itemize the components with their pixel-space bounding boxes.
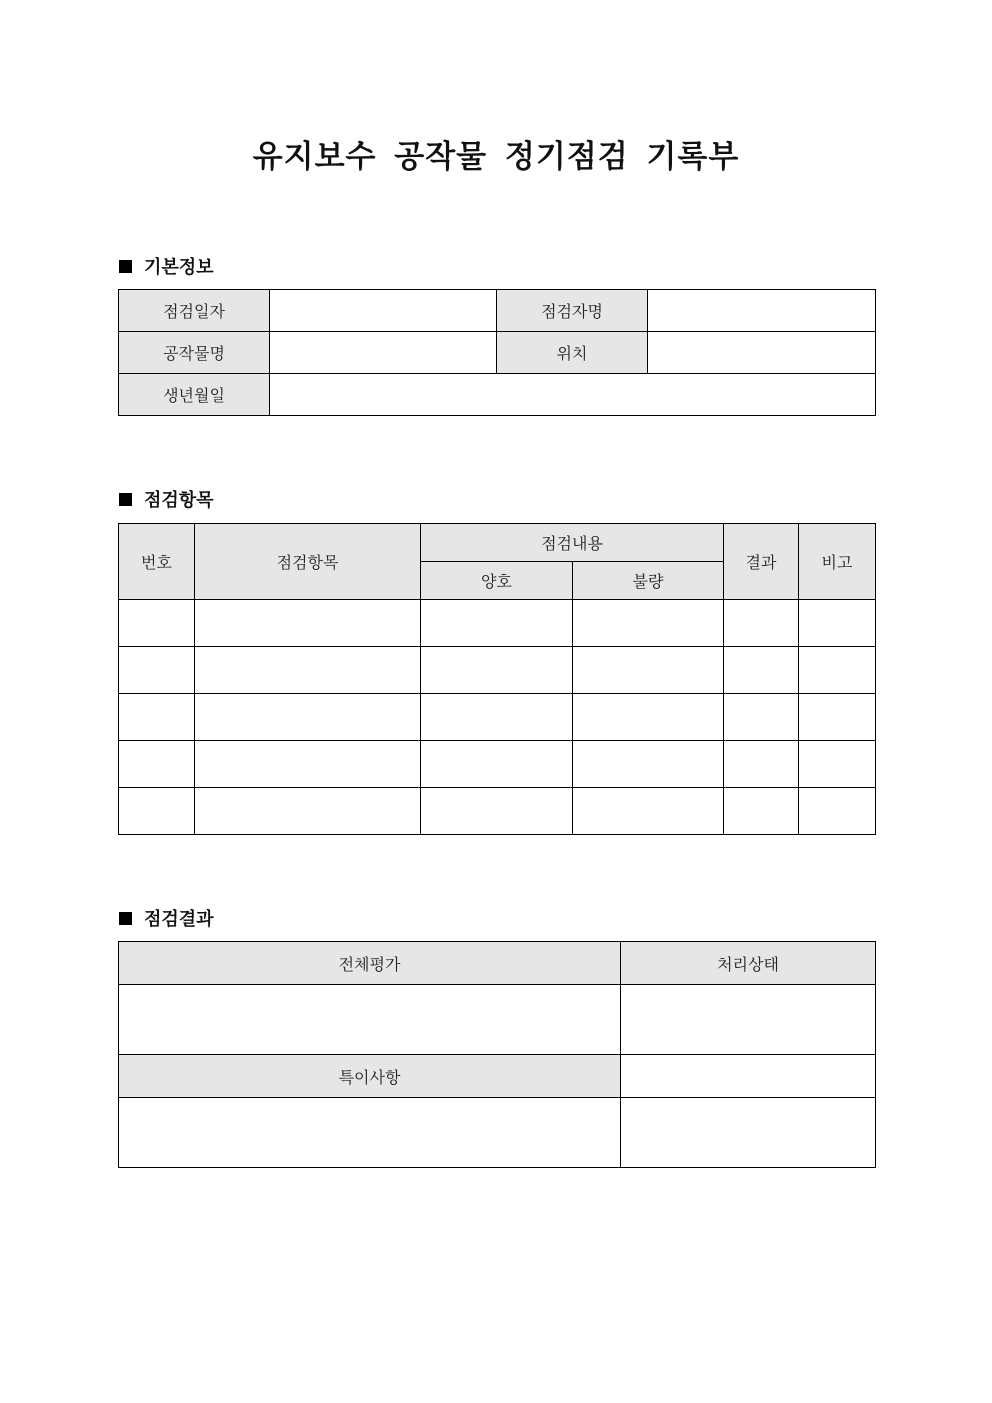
page-title: 유지보수 공작물 정기점검 기록부 — [252, 139, 740, 175]
square-bullet-icon — [119, 260, 132, 273]
number-cell[interactable] — [119, 647, 195, 694]
remarks-cell[interactable] — [799, 741, 876, 788]
square-bullet-icon — [119, 912, 132, 925]
location-label: 위치 — [497, 332, 648, 374]
item-cell[interactable] — [195, 647, 421, 694]
inspector-label: 점검자명 — [497, 290, 648, 332]
structure-name-label: 공작물명 — [119, 332, 270, 374]
content-header: 점검내용 — [421, 524, 724, 562]
status-notes-field[interactable] — [621, 1098, 876, 1168]
item-cell[interactable] — [195, 741, 421, 788]
overall-evaluation-label: 전체평가 — [119, 942, 621, 985]
remarks-cell[interactable] — [799, 647, 876, 694]
bad-header: 불량 — [573, 562, 724, 600]
item-cell[interactable] — [195, 600, 421, 647]
result-header: 결과 — [724, 524, 799, 600]
basic-info-row — [119, 374, 876, 416]
special-notes-field[interactable] — [119, 1098, 621, 1168]
result-cell[interactable] — [724, 647, 799, 694]
number-header: 번호 — [119, 524, 195, 600]
item-header: 점검항목 — [195, 524, 421, 600]
inspection-date-field[interactable] — [270, 290, 497, 332]
number-cell[interactable] — [119, 694, 195, 741]
inspector-field[interactable] — [648, 290, 876, 332]
remarks-header: 비고 — [799, 524, 876, 600]
special-notes-label: 특이사항 — [119, 1055, 621, 1098]
inspection-items-heading-text: 점검항목 — [144, 490, 214, 511]
number-cell[interactable] — [119, 600, 195, 647]
remarks-cell[interactable] — [799, 600, 876, 647]
bad-cell[interactable] — [573, 788, 724, 835]
basic-info-row — [119, 290, 876, 332]
item-cell[interactable] — [195, 694, 421, 741]
table-row — [119, 694, 876, 741]
inspection-results-row — [119, 985, 876, 1055]
basic-info-row — [119, 332, 876, 374]
remarks-cell[interactable] — [799, 788, 876, 835]
location-field[interactable] — [648, 332, 876, 374]
good-cell[interactable] — [421, 741, 573, 788]
table-row — [119, 647, 876, 694]
inspection-items-heading — [119, 486, 214, 512]
remarks-cell[interactable] — [799, 694, 876, 741]
processing-status-label: 처리상태 — [621, 942, 876, 985]
inspection-results-heading — [119, 905, 214, 931]
processing-status-field[interactable] — [621, 985, 876, 1055]
good-cell[interactable] — [421, 600, 573, 647]
table-row — [119, 741, 876, 788]
bad-cell[interactable] — [573, 600, 724, 647]
inspection-results-table — [118, 941, 876, 1168]
inspection-items-table — [118, 523, 876, 835]
inspection-results-row — [119, 1055, 876, 1098]
square-bullet-icon — [119, 493, 132, 506]
structure-name-field[interactable] — [270, 332, 497, 374]
basic-info-heading — [119, 253, 214, 279]
basic-info-table — [118, 289, 876, 416]
number-cell[interactable] — [119, 788, 195, 835]
bad-cell[interactable] — [573, 647, 724, 694]
inspection-items-header-row — [119, 524, 876, 562]
result-cell[interactable] — [724, 600, 799, 647]
item-cell[interactable] — [195, 788, 421, 835]
result-cell[interactable] — [724, 741, 799, 788]
good-cell[interactable] — [421, 788, 573, 835]
birth-date-field[interactable] — [270, 374, 876, 416]
inspection-results-row — [119, 1098, 876, 1168]
table-row — [119, 600, 876, 647]
inspection-results-header-row — [119, 942, 876, 985]
basic-info-heading-text: 기본정보 — [144, 257, 214, 278]
result-cell[interactable] — [724, 694, 799, 741]
overall-evaluation-field[interactable] — [119, 985, 621, 1055]
status-extra-field[interactable] — [621, 1055, 876, 1098]
number-cell[interactable] — [119, 741, 195, 788]
bad-cell[interactable] — [573, 694, 724, 741]
result-cell[interactable] — [724, 788, 799, 835]
good-cell[interactable] — [421, 647, 573, 694]
good-cell[interactable] — [421, 694, 573, 741]
inspection-results-heading-text: 점검결과 — [144, 909, 214, 930]
bad-cell[interactable] — [573, 741, 724, 788]
birth-date-label: 생년월일 — [119, 374, 270, 416]
good-header: 양호 — [421, 562, 573, 600]
inspection-date-label: 점검일자 — [119, 290, 270, 332]
table-row — [119, 788, 876, 835]
